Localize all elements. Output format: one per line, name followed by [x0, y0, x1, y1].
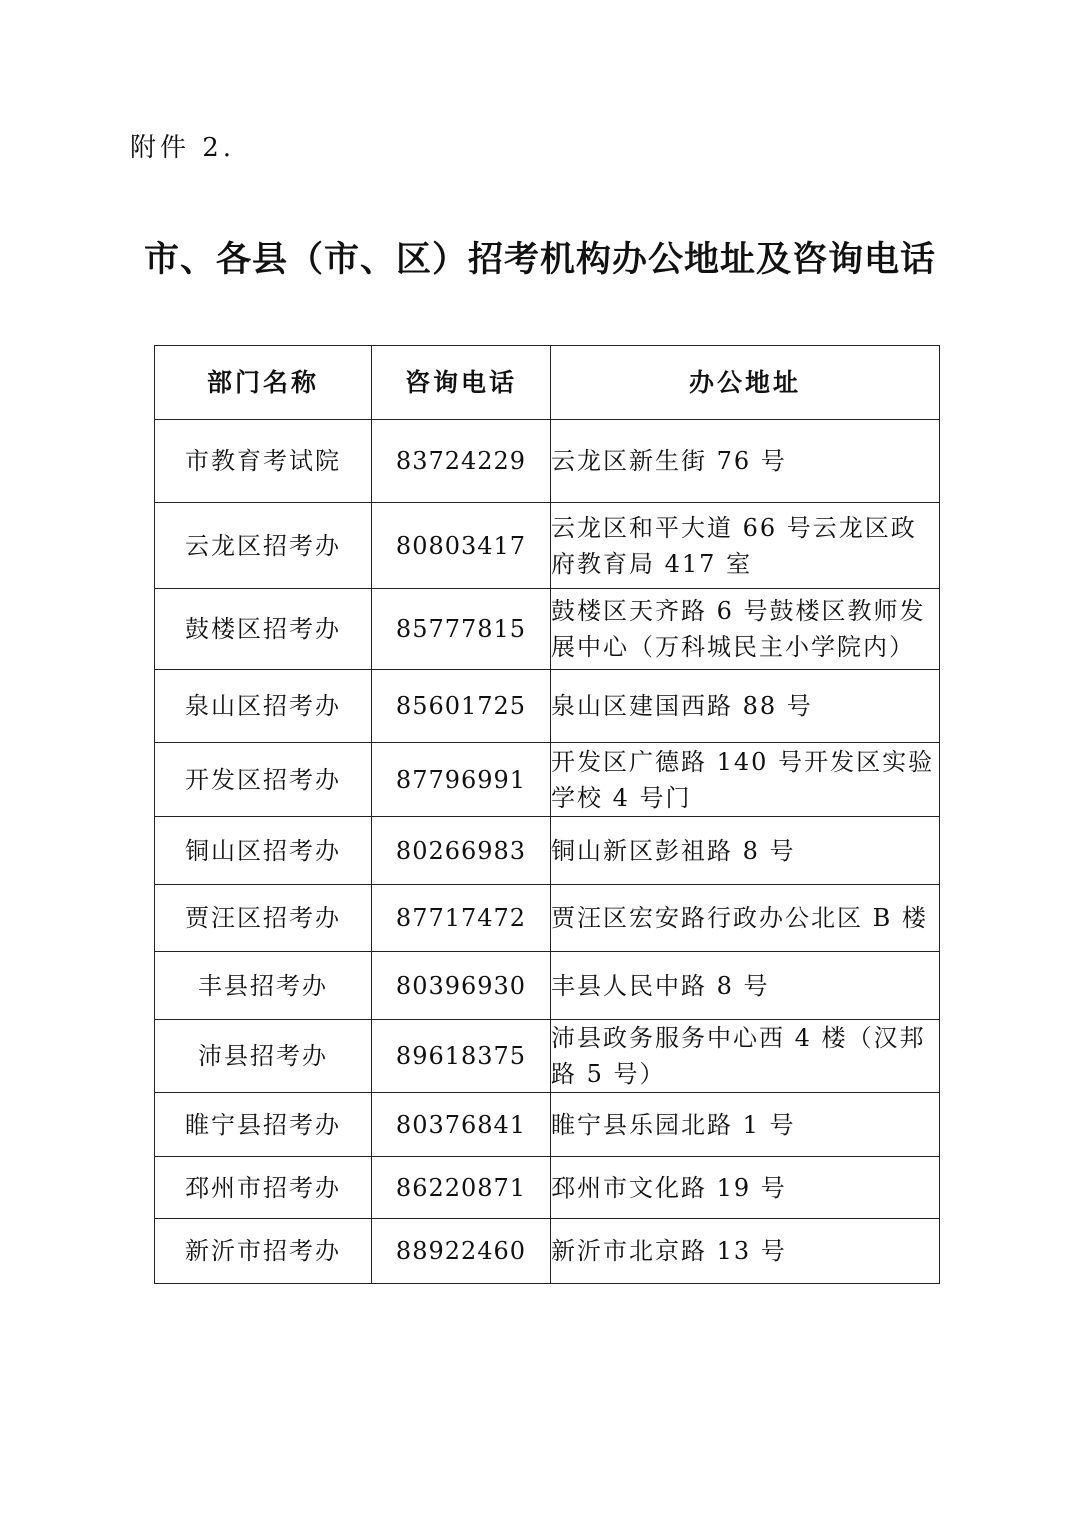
department-cell: 睢宁县招考办 [155, 1093, 372, 1157]
address-cell: 新沂市北京路 13 号 [551, 1219, 940, 1284]
department-cell: 丰县招考办 [155, 952, 372, 1020]
department-cell: 开发区招考办 [155, 743, 372, 817]
table-row [155, 503, 940, 589]
phone-cell: 85601725 [372, 670, 551, 743]
address-cell: 贾汪区宏安路行政办公北区 B 楼 [551, 885, 940, 952]
address-cell: 云龙区新生街 76 号 [551, 420, 940, 503]
address-cell: 沛县政务服务中心西 4 楼（汉邦路 5 号） [551, 1020, 940, 1093]
table-row [155, 952, 940, 1020]
address-cell: 鼓楼区天齐路 6 号鼓楼区教师发展中心（万科城民主小学院内） [551, 589, 940, 670]
department-cell: 沛县招考办 [155, 1020, 372, 1093]
header-department: 部门名称 [155, 346, 372, 420]
department-cell: 市教育考试院 [155, 420, 372, 503]
table-row [155, 1020, 940, 1093]
address-cell: 睢宁县乐园北路 1 号 [551, 1093, 940, 1157]
department-cell: 邳州市招考办 [155, 1157, 372, 1219]
header-address: 办公地址 [551, 346, 940, 420]
phone-cell: 87796991 [372, 743, 551, 817]
table-row [155, 420, 940, 503]
table-row [155, 1219, 940, 1284]
phone-cell: 89618375 [372, 1020, 551, 1093]
phone-cell: 83724229 [372, 420, 551, 503]
phone-cell: 88922460 [372, 1219, 551, 1284]
address-cell: 铜山新区彭祖路 8 号 [551, 817, 940, 885]
department-cell: 云龙区招考办 [155, 503, 372, 589]
department-cell: 新沂市招考办 [155, 1219, 372, 1284]
address-cell: 丰县人民中路 8 号 [551, 952, 940, 1020]
table-row [155, 670, 940, 743]
document-title: 市、各县（市、区）招考机构办公地址及咨询电话 [143, 240, 936, 280]
table-row [155, 1157, 940, 1219]
department-cell: 鼓楼区招考办 [155, 589, 372, 670]
phone-cell: 80803417 [372, 503, 551, 589]
attachment-label: 附件 2. [130, 133, 236, 163]
phone-cell: 80396930 [372, 952, 551, 1020]
table-row [155, 885, 940, 952]
table-row [155, 743, 940, 817]
table-row [155, 1093, 940, 1157]
department-cell: 铜山区招考办 [155, 817, 372, 885]
header-phone: 咨询电话 [372, 346, 551, 420]
phone-cell: 80266983 [372, 817, 551, 885]
table-row [155, 589, 940, 670]
contact-table [154, 345, 940, 1284]
department-cell: 泉山区招考办 [155, 670, 372, 743]
phone-cell: 86220871 [372, 1157, 551, 1219]
phone-cell: 85777815 [372, 589, 551, 670]
table-header-row [155, 346, 940, 420]
table-row [155, 817, 940, 885]
department-cell: 贾汪区招考办 [155, 885, 372, 952]
address-cell: 泉山区建国西路 88 号 [551, 670, 940, 743]
phone-cell: 80376841 [372, 1093, 551, 1157]
address-cell: 邳州市文化路 19 号 [551, 1157, 940, 1219]
address-cell: 开发区广德路 140 号开发区实验学校 4 号门 [551, 743, 940, 817]
address-cell: 云龙区和平大道 66 号云龙区政府教育局 417 室 [551, 503, 940, 589]
phone-cell: 87717472 [372, 885, 551, 952]
